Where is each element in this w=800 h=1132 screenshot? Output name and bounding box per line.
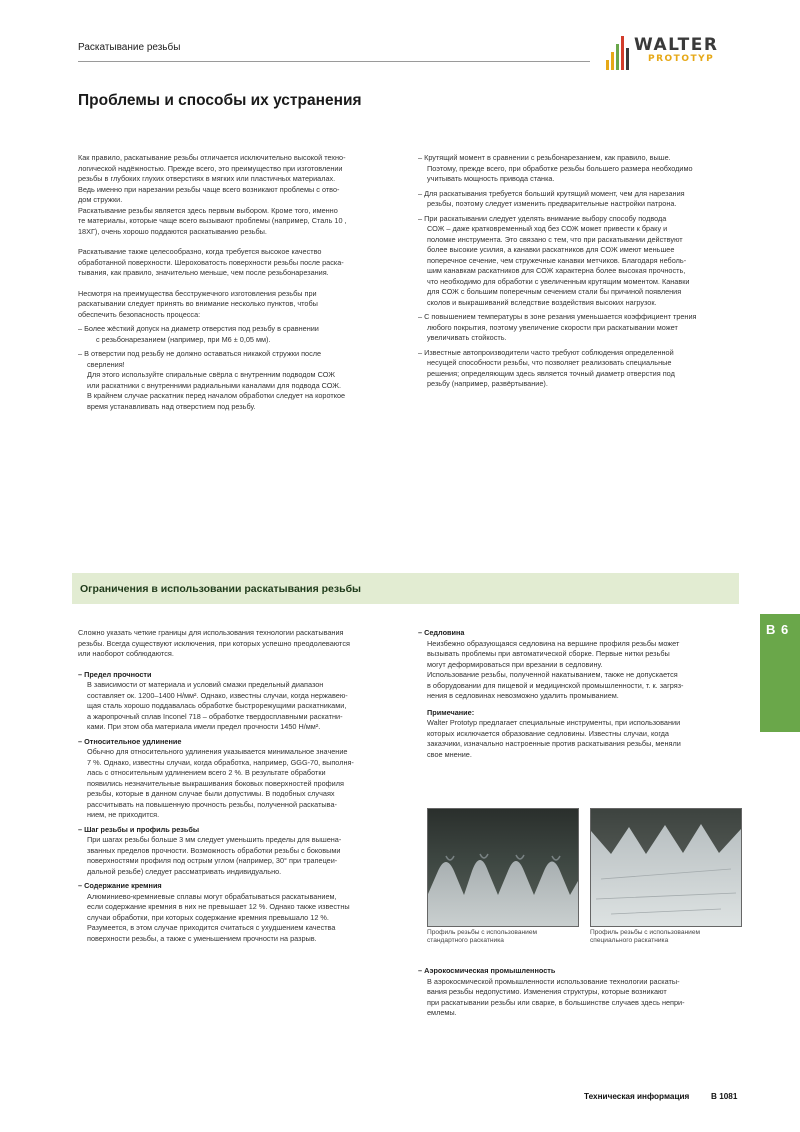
note-heading: Примечание: [427,707,475,717]
thread-profile-standard-photo [427,808,579,927]
text-line: поперечное сечение, чем стружечные канавки метчиков. Благодаря неболь- [427,255,687,265]
text-line: которых исключается образование седловины. Известны случаи, когда [427,728,669,738]
text-line: – Более жёсткий допуск на диаметр отверстия под резьбу в сравнении [78,324,319,333]
item-heading: – Шаг резьбы и профиль резьбы [78,824,200,834]
text-line: 18ХГ), очень хорошо поддаются раскатыванию резьбы. [78,226,267,236]
logo-word: WALTER [634,35,719,55]
text-line: более высокие усилия, а канавки раскатников для СОЖ имеют меньшее [427,245,675,254]
text-line: поломке инструмента. Это связано с тем, что при раскатывании действуют [427,234,683,244]
text-line: Как правило, раскатывание резьбы отличается исключительно высокой техно- [78,153,346,162]
section-title: Раскатывание резьбы [78,42,181,53]
item-heading: – Относительное удлинение [78,736,182,746]
col1-bullet-2 [78,349,408,412]
thread-profile-special-photo [590,808,742,927]
text-line: резьбы, поэтому следует изменить предварительные настройки патрона. [427,199,677,208]
caption-line: Профиль резьбы с использованием [427,929,538,936]
text-line: ками. При этом оба материала имели предел прочности 1450 Н/мм². [87,722,321,731]
text-line: увеличивать стойкость. [427,333,507,342]
text-line: составляет ок. 1200–1400 Н/мм². Однако, известны случаи, когда нержавею- [87,690,348,700]
caption-line: Профиль резьбы с использованием [590,929,701,936]
text-line: резьбу (например, развёртывание). [427,379,548,388]
text-line: щая сталь хорошо поддавалась обработке быстрорежущими раскатниками, [87,701,347,710]
col4-item-saddle [418,628,748,702]
text-line: Несмотря на преимущества бесстружечного изготовления резьбы при [78,288,317,298]
text-line: При шагах резьбы больше 3 мм следует уменьшить пределы для вышена- [87,835,342,844]
col1-bullet-1 [78,324,408,345]
text-line: дом стружки. [78,195,123,204]
text-line: вызывать проблемы при автоматической сборке. Первые нитки резьбы [427,649,670,658]
text-line: свое мнение. [427,749,472,759]
text-line: – Для раскатывания требуется больший крутящий момент, чем для нарезания [418,188,685,198]
footer-label: Техническая информация [584,1092,690,1101]
text-line: – В отверстии под резьбу не должно оставаться никакой стружки после [78,349,322,358]
item-heading: – Седловина [418,628,465,637]
text-line: нием, не приходится. [87,810,160,819]
text-line: рассчитывать на повышенную прочность резьбы, полученной раскатыва- [87,799,337,809]
item-heading: – Содержание кремния [78,881,162,890]
col2-bullet-5 [418,348,748,390]
text-line: дальной резьбе) следует рассматривать индивидуально. [87,866,282,876]
text-line: Поэтому, прежде всего, при обработке резьбы большего размера необходимо [427,163,693,173]
text-line: резьбы, которые в данном случае были допустимы. В подобных случаях [87,789,335,798]
col4-aerospace [418,966,748,1023]
text-line: что необходимо для обработки с увеличенным крутящим моментом. Канавки [427,276,690,286]
col2-bullet-3 [418,214,748,309]
text-line: 7 %. Однако, известны случаи, когда обработка, например, GGG-70, выполня- [87,757,354,767]
chapter-tab-label: B 6 [766,622,790,637]
text-line: Для этого используйте спиральные свёрла с внутренним подводом СОЖ [87,370,335,379]
caption-line: стандартного раскатника [427,937,504,944]
text-line: с резьбонарезанием (например, при M6 ± 0,05 мм). [96,334,271,344]
text-line: логической надёжностью. Прежде всего, это преимущество при изготовлении [78,163,343,173]
text-line: Ведь именно при нарезании резьбы чаще всего возникают проблемы с отво- [78,184,340,194]
text-line: резьбы в глубоких глухих отверстиях в мягких или пластичных материалах. [78,174,336,183]
text-line: сверления! [87,359,125,369]
text-line: учитывать мощность привода станка. [427,174,555,183]
text-line: раскатывании следует принять во внимание несколько пунктов, чтобы [78,299,318,308]
text-line: Обычно для относительного удлинения указывается минимальное значение [87,747,348,756]
header-rule [78,61,590,62]
item-heading: – Аэрокосмическая промышленность [418,966,556,975]
text-line: нения в седловинах невозможно удалить промыванием. [427,691,619,700]
text-line: Раскатывание резьбы является здесь первым выбором. Кроме того, именно [78,205,338,215]
photo-caption-standard [427,929,577,945]
text-line: Использование резьбы, полученной накатыванием, также не допускается [427,670,678,679]
text-line: любого покрытия, поэтому увеличение скорости при раскатывании может [427,322,678,332]
col1-paragraph-2 [78,247,408,279]
text-line: В аэрокосмической промышленности использование технологии раскаты- [427,976,680,986]
page-title: Проблемы и способы их устранения [78,92,362,109]
walter-prototyp-logo [606,34,746,70]
text-line: время устанавливать над отверстием под резьбу. [87,401,256,411]
text-line: Алюминиево-кремниевые сплавы могут обрабатываться раскатыванием, [87,891,337,901]
text-line: лась с относительным удлинением всего 2 %. В результате обработки [87,768,326,777]
col3-intro [78,628,408,660]
text-line: емлемы. [427,1008,457,1017]
text-line: сколов и выкрашиваний вследствие воздействия высоких нагрузок. [427,297,657,307]
text-line: Разумеется, в этом случае приходится считаться с ухудшением качества [87,923,336,932]
text-line: заказчики, изначально настроенные против раскатывания резьбы, меняли [427,739,681,748]
text-line: вания резьбы недопустимо. Изменения структуры, которые возникают [427,987,667,996]
item-heading: – Предел прочности [78,669,152,679]
page-number: B 1081 [711,1092,738,1101]
text-line: – Известные автопроизводители часто требуют соблюдения определенной [418,347,674,357]
col1-text [78,153,408,416]
text-line: или наоборот соблюдаются. [78,649,174,658]
text-line: решения; определяющим здесь является точный диаметр отверстия под [427,368,675,378]
col1-paragraph-3 [78,289,408,321]
text-line: могут деформироваться при врезании в седловину. [427,659,603,669]
text-line: Раскатывание также целесообразно, когда требуется высокое качество [78,247,322,256]
text-line: – Крутящий момент в сравнении с резьбонарезанием, как правило, выше. [418,153,671,162]
col3-item-pitch [78,825,408,878]
col3-item-silicon [78,881,408,944]
text-line: или раскатники с внутренними радиальными каналами для подвода СОЖ. [87,380,342,390]
photo-caption-special [590,929,740,945]
col2-bullet-4 [418,312,748,344]
text-line: случаи обработки, при которых содержание кремния превышало 12 %. [87,912,329,922]
text-line: В зависимости от материала и условий смазки предельный диапазон [87,680,324,689]
col3-text [78,628,408,948]
text-line: резьбы. Всегда существуют исключения, при которых успешно преодолеваются [78,638,350,648]
text-line: – С повышением температуры в зоне резания уменьшается коэффициент трения [418,312,697,321]
text-line: В крайнем случае раскатник перед началом обработки следует на короткое [87,391,346,400]
text-line: несущей способности резьбы, что позволяет реализовать специальные [427,358,672,367]
col2-bullet-2 [418,189,748,210]
text-line: Сложно указать четкие границы для использования технологии раскатывания [78,628,344,637]
text-line: те материалы, которые чаще всего вызывают проблемы (например, Сталь 10 , [78,216,347,225]
text-line: Неизбежно образующаяся седловина на вершине профиля резьбы может [427,638,680,648]
section-heading: Ограничения в использовании раскатывания резьбы [80,583,362,595]
text-line: званных пределов прочности. Возможность обработки резьбы с боковыми [87,845,341,855]
text-line: обработанной поверхности. Шероховатость поверхности резьбы после раска- [78,257,344,267]
text-line: тывания, как правило, значительно меньше, чем после резьбонарезания. [78,268,329,277]
text-line: если содержание кремния в них не превышает 12 %. Однако также известны [87,902,350,911]
col2-text [418,153,748,394]
text-line: СОЖ – даже кратковременный ход без СОЖ может привести к браку и [427,224,668,233]
col4-note [418,708,748,761]
caption-line: специального раскатника [590,937,669,944]
text-line: обеспечить безопасность процесса: [78,309,201,319]
text-line: появились незначительные выкрашивания боковых поверхностей профиля [87,778,344,788]
logo-sub: PROTOTYP [648,54,715,64]
text-line: для СОЖ с большим поперечным сечением стали бы причиной появления [427,287,682,296]
col4-text [418,628,748,760]
text-line: шим канавкам раскатников для СОЖ характерна более высокая прочность, [427,266,686,275]
text-line: в оборудовании для пищевой и медицинской промышленности, т. к. загряз- [427,680,684,690]
col3-item-elongation [78,737,408,821]
col4-item-aerospace [418,966,748,1019]
text-line: Walter Prototyp предлагает специальные инструменты, при использовании [427,718,681,727]
text-line: поверхностями профиля под острым углом (например, 30° при трапецеи- [87,856,338,865]
text-line: при раскатывании резьбы или сварке, в большинстве случаев здесь непри- [427,997,685,1007]
text-line: а жаропрочный сплав Inconel 718 – обработке твердосплавными раскатни- [87,711,343,721]
col1-paragraph-1 [78,153,408,237]
col2-bullet-1 [418,153,748,185]
text-line: поверхности резьбы, а также с уменьшением прочности на разрыв. [87,933,317,943]
text-line: – При раскатывании следует уделять внимание выбору способу подвода [418,213,667,223]
col3-item-strength [78,670,408,733]
